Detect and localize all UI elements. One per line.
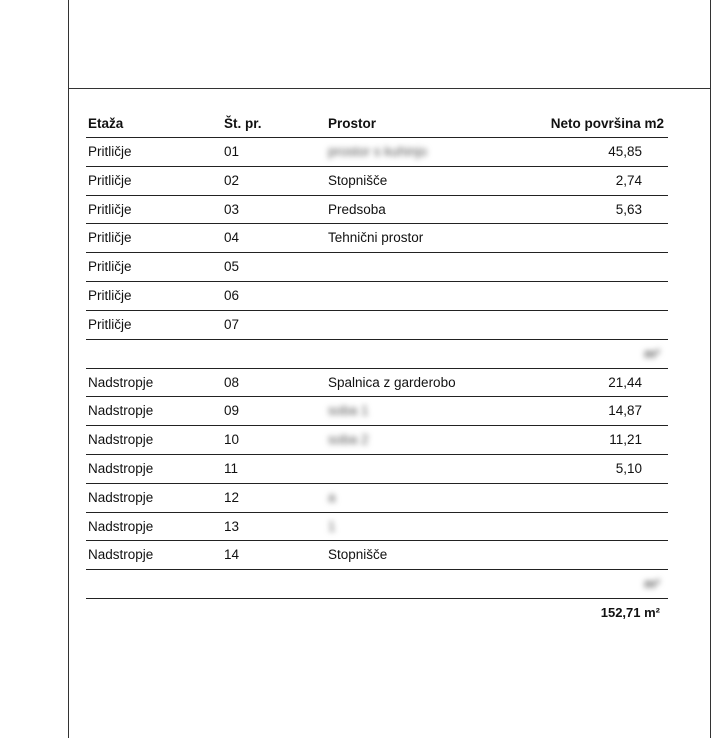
cell-floor: Nadstropje — [88, 374, 154, 390]
cell-area: 45,85 — [608, 144, 642, 159]
table-header — [86, 110, 668, 138]
header-space: Prostor — [328, 116, 377, 131]
table-row — [86, 138, 668, 167]
cell-floor: Nadstropje — [88, 403, 154, 419]
table-row — [86, 282, 668, 311]
cell-area: 2,74 — [615, 172, 642, 188]
cell-room-no: 01 — [224, 144, 240, 159]
grand-total: 152,71 m² — [600, 605, 660, 621]
cell-floor: Nadstropje — [88, 460, 154, 476]
cell-room-no: 12 — [224, 489, 240, 505]
cell-space: Stopnišče — [328, 172, 388, 188]
ground-floor-subtotal: m² — [644, 345, 660, 361]
cell-area: 5,10 — [615, 460, 642, 476]
cell-space: 1 — [328, 518, 336, 534]
table-row — [86, 513, 668, 542]
cell-room-no: 14 — [224, 547, 240, 563]
upper-floor-subtotal-row — [86, 570, 668, 599]
header-room-no: Št. pr. — [224, 116, 262, 131]
cell-room-no: 04 — [224, 230, 240, 246]
cell-room-no: 07 — [224, 316, 240, 332]
header-divider — [68, 88, 711, 89]
cell-space: Stopnišče — [328, 547, 388, 563]
table-row — [86, 196, 668, 225]
cell-floor: Nadstropje — [88, 432, 154, 448]
cell-room-no: 02 — [224, 172, 240, 188]
cell-area: 5,63 — [615, 201, 642, 217]
table-row — [86, 253, 668, 282]
cell-room-no: 11 — [224, 460, 239, 476]
table-row — [86, 484, 668, 513]
cell-floor: Pritličje — [88, 230, 132, 246]
cell-floor: Pritličje — [88, 144, 132, 159]
table-row — [86, 541, 668, 570]
cell-room-no: 13 — [224, 518, 240, 534]
cell-space: a — [328, 489, 336, 505]
cell-floor: Nadstropje — [88, 547, 154, 563]
cell-floor: Pritličje — [88, 316, 132, 332]
cell-area: 11,21 — [609, 432, 642, 448]
cell-floor: Nadstropje — [88, 518, 154, 534]
cell-room-no: 08 — [224, 374, 240, 390]
table-row — [86, 224, 668, 253]
cell-area: 14,87 — [608, 403, 642, 419]
cell-room-no: 03 — [224, 201, 240, 217]
table-row — [86, 397, 668, 426]
cell-space: prostor s kuhinjo — [328, 144, 428, 159]
ground-floor-subtotal-row — [86, 340, 668, 369]
cell-floor: Pritličje — [88, 287, 132, 303]
ground-floor-rows — [86, 138, 668, 340]
table-row — [86, 369, 668, 398]
cell-space: Predsoba — [328, 201, 386, 217]
grand-total-row — [86, 599, 668, 627]
cell-space: Spalnica z garderobo — [328, 374, 456, 390]
cell-space: Tehnični prostor — [328, 230, 424, 246]
cell-space: soba 1 — [328, 403, 369, 419]
cell-floor: Nadstropje — [88, 489, 154, 505]
cell-floor: Pritličje — [88, 259, 132, 275]
cell-room-no: 05 — [224, 259, 240, 275]
area-table — [86, 110, 668, 627]
cell-room-no: 09 — [224, 403, 240, 419]
upper-floor-subtotal: m² — [644, 576, 660, 592]
cell-floor: Pritličje — [88, 172, 132, 188]
upper-floor-rows — [86, 369, 668, 571]
cell-space: soba 2 — [328, 432, 369, 448]
cell-room-no: 10 — [224, 432, 240, 448]
cell-room-no: 06 — [224, 287, 240, 303]
header-floor: Etaža — [88, 116, 124, 131]
table-row — [86, 167, 668, 196]
cell-floor: Pritličje — [88, 201, 132, 217]
header-area: Neto površina m2 — [550, 116, 664, 131]
table-row — [86, 426, 668, 455]
table-row — [86, 455, 668, 484]
table-row — [86, 311, 668, 340]
cell-area: 21,44 — [608, 374, 642, 390]
